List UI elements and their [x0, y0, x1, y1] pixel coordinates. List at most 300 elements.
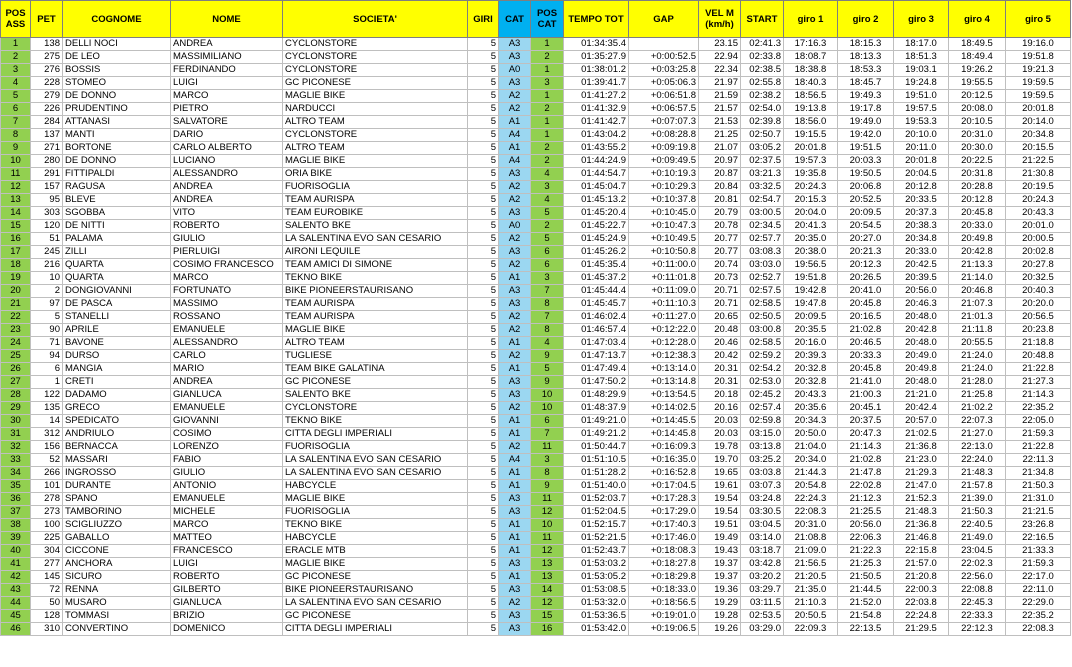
position-cell: 29: [1, 402, 31, 415]
lap-5-cell: 19:21.3: [1006, 64, 1071, 77]
lap-5-cell: 20:40.3: [1006, 285, 1071, 298]
team-cell: CYCLONSTORE: [283, 64, 468, 77]
lap-3-cell: 21:57.0: [894, 558, 949, 571]
header-giro-4: giro 4: [949, 1, 1006, 38]
position-cell: 30: [1, 415, 31, 428]
total-time-cell: 01:47:13.7: [564, 350, 629, 363]
name-cell: EMANUELE: [171, 324, 283, 337]
position-cell: 28: [1, 389, 31, 402]
total-time-cell: 01:45:22.7: [564, 220, 629, 233]
start-cell: 03:20.2: [741, 571, 784, 584]
team-cell: TEAM AMICI DI SIMONE: [283, 259, 468, 272]
laps-cell: 5: [468, 506, 499, 519]
lap-1-cell: 19:56.5: [784, 259, 838, 272]
table-row: [1, 77, 1071, 90]
lap-2-cell: 19:17.8: [838, 103, 894, 116]
lap-2-cell: 19:49.3: [838, 90, 894, 103]
laps-cell: 5: [468, 116, 499, 129]
name-cell: ROSSANO: [171, 311, 283, 324]
lap-2-cell: 21:12.3: [838, 493, 894, 506]
lap-5-cell: 22:11.0: [1006, 584, 1071, 597]
position-cell: 22: [1, 311, 31, 324]
lap-4-cell: 21:24.0: [949, 350, 1006, 363]
gap-cell: +0:18:08.3: [629, 545, 699, 558]
team-cell: CITTA DEGLI IMPERIALI: [283, 428, 468, 441]
position-cell: 2: [1, 51, 31, 64]
name-cell: MATTEO: [171, 532, 283, 545]
surname-cell: BOSSIS: [63, 64, 171, 77]
category-cell: A4: [499, 454, 531, 467]
table-row: [1, 337, 1071, 350]
avg-speed-cell: 21.59: [699, 90, 741, 103]
header-tempo-tot: TEMPO TOT: [564, 1, 629, 38]
lap-4-cell: 18:49.4: [949, 51, 1006, 64]
start-cell: 03:21.3: [741, 168, 784, 181]
avg-speed-cell: 19.28: [699, 610, 741, 623]
table-row: [1, 324, 1071, 337]
lap-1-cell: 19:57.3: [784, 155, 838, 168]
name-cell: DOMENICO: [171, 623, 283, 636]
start-cell: 03:32.5: [741, 181, 784, 194]
table-row: [1, 545, 1071, 558]
gap-cell: +0:11:27.0: [629, 311, 699, 324]
table-row: [1, 181, 1071, 194]
start-cell: 02:57.4: [741, 402, 784, 415]
position-cell: 4: [1, 77, 31, 90]
name-cell: MARCO: [171, 272, 283, 285]
gap-cell: +0:18:29.8: [629, 571, 699, 584]
surname-cell: SPEDICATO: [63, 415, 171, 428]
start-cell: 02:55.8: [741, 77, 784, 90]
start-cell: 03:11.5: [741, 597, 784, 610]
bib-cell: 100: [31, 519, 63, 532]
lap-4-cell: 18:49.5: [949, 38, 1006, 51]
lap-5-cell: 21:22.8: [1006, 363, 1071, 376]
lap-1-cell: 21:20.5: [784, 571, 838, 584]
avg-speed-cell: 20.46: [699, 337, 741, 350]
lap-4-cell: 20:08.0: [949, 103, 1006, 116]
avg-speed-cell: 20.03: [699, 428, 741, 441]
team-cell: LA SALENTINA EVO SAN CESARIO: [283, 454, 468, 467]
lap-5-cell: 21:31.0: [1006, 493, 1071, 506]
lap-4-cell: 21:50.3: [949, 506, 1006, 519]
surname-cell: PRUDENTINO: [63, 103, 171, 116]
lap-3-cell: 20:42.4: [894, 402, 949, 415]
gap-cell: +0:18:33.0: [629, 584, 699, 597]
surname-cell: DE NITTI: [63, 220, 171, 233]
bib-cell: 138: [31, 38, 63, 51]
laps-cell: 5: [468, 285, 499, 298]
total-time-cell: 01:52:04.5: [564, 506, 629, 519]
total-time-cell: 01:51:40.0: [564, 480, 629, 493]
lap-5-cell: 21:50.3: [1006, 480, 1071, 493]
name-cell: FRANCESCO: [171, 545, 283, 558]
table-row: [1, 519, 1071, 532]
header-societa: SOCIETA': [283, 1, 468, 38]
bib-cell: 284: [31, 116, 63, 129]
lap-3-cell: 20:48.0: [894, 376, 949, 389]
header-nome: NOME: [171, 1, 283, 38]
bib-cell: 312: [31, 428, 63, 441]
total-time-cell: 01:46:57.4: [564, 324, 629, 337]
lap-1-cell: 20:32.8: [784, 363, 838, 376]
lap-1-cell: 21:56.5: [784, 558, 838, 571]
category-position-cell: 3: [531, 181, 564, 194]
category-position-cell: 1: [531, 64, 564, 77]
avg-speed-cell: 21.97: [699, 77, 741, 90]
gap-cell: +0:14:45.5: [629, 415, 699, 428]
lap-5-cell: 21:34.8: [1006, 467, 1071, 480]
gap-cell: +0:17:29.0: [629, 506, 699, 519]
category-position-cell: 4: [531, 168, 564, 181]
lap-1-cell: 20:34.3: [784, 415, 838, 428]
gap-cell: +0:17:04.5: [629, 480, 699, 493]
position-cell: 36: [1, 493, 31, 506]
category-cell: A2: [499, 597, 531, 610]
team-cell: AIRONI LEQUILE: [283, 246, 468, 259]
name-cell: ROBERTO: [171, 571, 283, 584]
lap-1-cell: 21:10.3: [784, 597, 838, 610]
laps-cell: 5: [468, 467, 499, 480]
total-time-cell: 01:41:42.7: [564, 116, 629, 129]
category-position-cell: 10: [531, 389, 564, 402]
lap-5-cell: 22:29.0: [1006, 597, 1071, 610]
lap-3-cell: 21:52.3: [894, 493, 949, 506]
table-row: [1, 389, 1071, 402]
category-cell: A1: [499, 428, 531, 441]
lap-4-cell: 22:33.3: [949, 610, 1006, 623]
total-time-cell: 01:53:42.0: [564, 623, 629, 636]
surname-cell: GRECO: [63, 402, 171, 415]
start-cell: 02:54.0: [741, 103, 784, 116]
category-cell: A4: [499, 155, 531, 168]
lap-4-cell: 21:28.0: [949, 376, 1006, 389]
total-time-cell: 01:45:13.2: [564, 194, 629, 207]
total-time-cell: 01:41:32.9: [564, 103, 629, 116]
total-time-cell: 01:46:02.4: [564, 311, 629, 324]
lap-5-cell: 20:19.5: [1006, 181, 1071, 194]
name-cell: COSIMO FRANCESCO: [171, 259, 283, 272]
lap-5-cell: 20:24.3: [1006, 194, 1071, 207]
lap-5-cell: 22:08.3: [1006, 623, 1071, 636]
category-cell: A2: [499, 324, 531, 337]
start-cell: 02:37.5: [741, 155, 784, 168]
lap-3-cell: 20:49.8: [894, 363, 949, 376]
bib-cell: 273: [31, 506, 63, 519]
table-row: [1, 610, 1071, 623]
table-row: [1, 480, 1071, 493]
bib-cell: 303: [31, 207, 63, 220]
lap-2-cell: 20:52.5: [838, 194, 894, 207]
start-cell: 02:57.7: [741, 233, 784, 246]
gap-cell: +0:06:51.8: [629, 90, 699, 103]
position-cell: 6: [1, 103, 31, 116]
start-cell: 03:07.3: [741, 480, 784, 493]
start-cell: 03:14.0: [741, 532, 784, 545]
surname-cell: STOMEO: [63, 77, 171, 90]
lap-1-cell: 18:38.8: [784, 64, 838, 77]
lap-3-cell: 22:00.3: [894, 584, 949, 597]
lap-3-cell: 19:24.8: [894, 77, 949, 90]
team-cell: SALENTO BKE: [283, 389, 468, 402]
total-time-cell: 01:49:21.2: [564, 428, 629, 441]
category-cell: A3: [499, 298, 531, 311]
total-time-cell: 01:51:10.5: [564, 454, 629, 467]
team-cell: HABCYCLE: [283, 532, 468, 545]
total-time-cell: 01:53:08.5: [564, 584, 629, 597]
table-row: [1, 454, 1071, 467]
header-row: [1, 1, 1071, 38]
category-position-cell: 3: [531, 77, 564, 90]
category-position-cell: 12: [531, 545, 564, 558]
laps-cell: 5: [468, 298, 499, 311]
surname-cell: RAGUSA: [63, 181, 171, 194]
lap-2-cell: 20:26.5: [838, 272, 894, 285]
laps-cell: 5: [468, 480, 499, 493]
table-row: [1, 493, 1071, 506]
avg-speed-cell: 21.57: [699, 103, 741, 116]
header-start: START: [741, 1, 784, 38]
bib-cell: 14: [31, 415, 63, 428]
surname-cell: DE DONNO: [63, 90, 171, 103]
lap-2-cell: 19:50.5: [838, 168, 894, 181]
gap-cell: +0:14:45.8: [629, 428, 699, 441]
start-cell: 03:25.2: [741, 454, 784, 467]
bib-cell: 310: [31, 623, 63, 636]
table-row: [1, 428, 1071, 441]
bib-cell: 71: [31, 337, 63, 350]
bib-cell: 216: [31, 259, 63, 272]
lap-5-cell: 22:16.5: [1006, 532, 1071, 545]
surname-cell: RENNA: [63, 584, 171, 597]
lap-1-cell: 20:09.5: [784, 311, 838, 324]
lap-1-cell: 19:51.8: [784, 272, 838, 285]
lap-1-cell: 18:40.3: [784, 77, 838, 90]
lap-2-cell: 20:37.5: [838, 415, 894, 428]
bib-cell: 128: [31, 610, 63, 623]
category-cell: A1: [499, 363, 531, 376]
lap-2-cell: 22:02.8: [838, 480, 894, 493]
table-row: [1, 220, 1071, 233]
bib-cell: 51: [31, 233, 63, 246]
name-cell: ALESSANDRO: [171, 168, 283, 181]
team-cell: SALENTO BKE: [283, 220, 468, 233]
table-row: [1, 623, 1071, 636]
name-cell: EMANUELE: [171, 402, 283, 415]
position-cell: 32: [1, 441, 31, 454]
category-cell: A3: [499, 77, 531, 90]
gap-cell: +0:16:09.3: [629, 441, 699, 454]
lap-4-cell: 19:26.2: [949, 64, 1006, 77]
lap-3-cell: 20:39.5: [894, 272, 949, 285]
surname-cell: TOMMASI: [63, 610, 171, 623]
laps-cell: 5: [468, 389, 499, 402]
category-cell: A3: [499, 623, 531, 636]
avg-speed-cell: 19.26: [699, 623, 741, 636]
laps-cell: 5: [468, 441, 499, 454]
avg-speed-cell: 22.94: [699, 51, 741, 64]
name-cell: CARLO ALBERTO: [171, 142, 283, 155]
laps-cell: 5: [468, 181, 499, 194]
lap-3-cell: 20:04.5: [894, 168, 949, 181]
surname-cell: DE DONNO: [63, 155, 171, 168]
team-cell: GC PICONESE: [283, 610, 468, 623]
surname-cell: INGROSSO: [63, 467, 171, 480]
surname-cell: BERNACCA: [63, 441, 171, 454]
bib-cell: 304: [31, 545, 63, 558]
start-cell: 03:00.8: [741, 324, 784, 337]
name-cell: MARCO: [171, 90, 283, 103]
bib-cell: 277: [31, 558, 63, 571]
lap-5-cell: 21:59.3: [1006, 428, 1071, 441]
lap-4-cell: 23:04.5: [949, 545, 1006, 558]
start-cell: 03:29.7: [741, 584, 784, 597]
lap-1-cell: 17:16.3: [784, 38, 838, 51]
team-cell: MAGLIE BIKE: [283, 324, 468, 337]
position-cell: 3: [1, 64, 31, 77]
start-cell: 03:15.0: [741, 428, 784, 441]
category-cell: A2: [499, 233, 531, 246]
category-position-cell: 8: [531, 324, 564, 337]
table-row: [1, 38, 1071, 51]
lap-3-cell: 19:57.5: [894, 103, 949, 116]
bib-cell: 271: [31, 142, 63, 155]
surname-cell: ATTANASI: [63, 116, 171, 129]
category-position-cell: 6: [531, 259, 564, 272]
avg-speed-cell: 19.61: [699, 480, 741, 493]
total-time-cell: 01:49:21.0: [564, 415, 629, 428]
lap-2-cell: 20:16.5: [838, 311, 894, 324]
category-cell: A2: [499, 441, 531, 454]
name-cell: MARCO: [171, 519, 283, 532]
bib-cell: 101: [31, 480, 63, 493]
lap-3-cell: 21:29.5: [894, 623, 949, 636]
avg-speed-cell: 20.77: [699, 246, 741, 259]
lap-2-cell: 21:14.3: [838, 441, 894, 454]
category-cell: A3: [499, 610, 531, 623]
results-body: [1, 38, 1071, 636]
category-position-cell: 13: [531, 571, 564, 584]
lap-1-cell: 20:39.3: [784, 350, 838, 363]
bib-cell: 135: [31, 402, 63, 415]
lap-1-cell: 22:08.3: [784, 506, 838, 519]
avg-speed-cell: 19.78: [699, 441, 741, 454]
total-time-cell: 01:47:49.4: [564, 363, 629, 376]
lap-3-cell: 20:34.8: [894, 233, 949, 246]
lap-1-cell: 20:16.0: [784, 337, 838, 350]
lap-3-cell: 21:23.0: [894, 454, 949, 467]
category-position-cell: 11: [531, 493, 564, 506]
start-cell: 03:29.0: [741, 623, 784, 636]
name-cell: VITO: [171, 207, 283, 220]
avg-speed-cell: 21.25: [699, 129, 741, 142]
lap-2-cell: 20:45.8: [838, 363, 894, 376]
lap-4-cell: 20:45.8: [949, 207, 1006, 220]
gap-cell: +0:12:28.0: [629, 337, 699, 350]
bib-cell: 275: [31, 51, 63, 64]
position-cell: 17: [1, 246, 31, 259]
category-cell: A3: [499, 506, 531, 519]
start-cell: 02:38.2: [741, 90, 784, 103]
category-cell: A3: [499, 558, 531, 571]
category-position-cell: 15: [531, 610, 564, 623]
category-cell: A3: [499, 246, 531, 259]
position-cell: 37: [1, 506, 31, 519]
category-position-cell: 10: [531, 402, 564, 415]
bib-cell: 5: [31, 311, 63, 324]
table-row: [1, 558, 1071, 571]
bib-cell: 278: [31, 493, 63, 506]
team-cell: ERACLE MTB: [283, 545, 468, 558]
lap-5-cell: 23:26.8: [1006, 519, 1071, 532]
header-giro-2: giro 2: [838, 1, 894, 38]
category-cell: A3: [499, 584, 531, 597]
lap-3-cell: 20:42.8: [894, 324, 949, 337]
gap-cell: +0:09:19.8: [629, 142, 699, 155]
start-cell: 02:58.5: [741, 337, 784, 350]
category-cell: A1: [499, 467, 531, 480]
lap-2-cell: 20:54.5: [838, 220, 894, 233]
name-cell: GILBERTO: [171, 584, 283, 597]
category-position-cell: 2: [531, 103, 564, 116]
team-cell: TEAM AURISPA: [283, 298, 468, 311]
name-cell: PIERLUIGI: [171, 246, 283, 259]
bib-cell: 225: [31, 532, 63, 545]
bib-cell: 120: [31, 220, 63, 233]
lap-5-cell: 20:43.3: [1006, 207, 1071, 220]
gap-cell: +0:10:47.3: [629, 220, 699, 233]
avg-speed-cell: 20.87: [699, 168, 741, 181]
category-position-cell: 9: [531, 376, 564, 389]
lap-3-cell: 20:33.0: [894, 246, 949, 259]
lap-2-cell: 21:47.8: [838, 467, 894, 480]
gap-cell: +0:14:02.5: [629, 402, 699, 415]
lap-3-cell: 21:48.3: [894, 506, 949, 519]
surname-cell: DE LEO: [63, 51, 171, 64]
laps-cell: 5: [468, 493, 499, 506]
bib-cell: 50: [31, 597, 63, 610]
laps-cell: 5: [468, 90, 499, 103]
lap-3-cell: 20:12.8: [894, 181, 949, 194]
lap-2-cell: 20:21.3: [838, 246, 894, 259]
name-cell: PIETRO: [171, 103, 283, 116]
avg-speed-cell: 19.43: [699, 545, 741, 558]
lap-3-cell: 20:42.5: [894, 259, 949, 272]
gap-cell: +0:17:28.3: [629, 493, 699, 506]
total-time-cell: 01:53:03.2: [564, 558, 629, 571]
bib-cell: 279: [31, 90, 63, 103]
table-row: [1, 363, 1071, 376]
lap-1-cell: 20:50.5: [784, 610, 838, 623]
gap-cell: +0:13:14.8: [629, 376, 699, 389]
lap-1-cell: 22:24.3: [784, 493, 838, 506]
laps-cell: 5: [468, 220, 499, 233]
lap-3-cell: 20:56.0: [894, 285, 949, 298]
lap-1-cell: 20:41.3: [784, 220, 838, 233]
surname-cell: STANELLI: [63, 311, 171, 324]
lap-1-cell: 21:09.0: [784, 545, 838, 558]
lap-3-cell: 20:48.0: [894, 311, 949, 324]
start-cell: 03:03.8: [741, 467, 784, 480]
table-row: [1, 142, 1071, 155]
lap-2-cell: 20:12.3: [838, 259, 894, 272]
table-row: [1, 584, 1071, 597]
lap-3-cell: 20:38.3: [894, 220, 949, 233]
category-cell: A2: [499, 259, 531, 272]
lap-5-cell: 19:16.0: [1006, 38, 1071, 51]
start-cell: 02:52.7: [741, 272, 784, 285]
laps-cell: 5: [468, 168, 499, 181]
